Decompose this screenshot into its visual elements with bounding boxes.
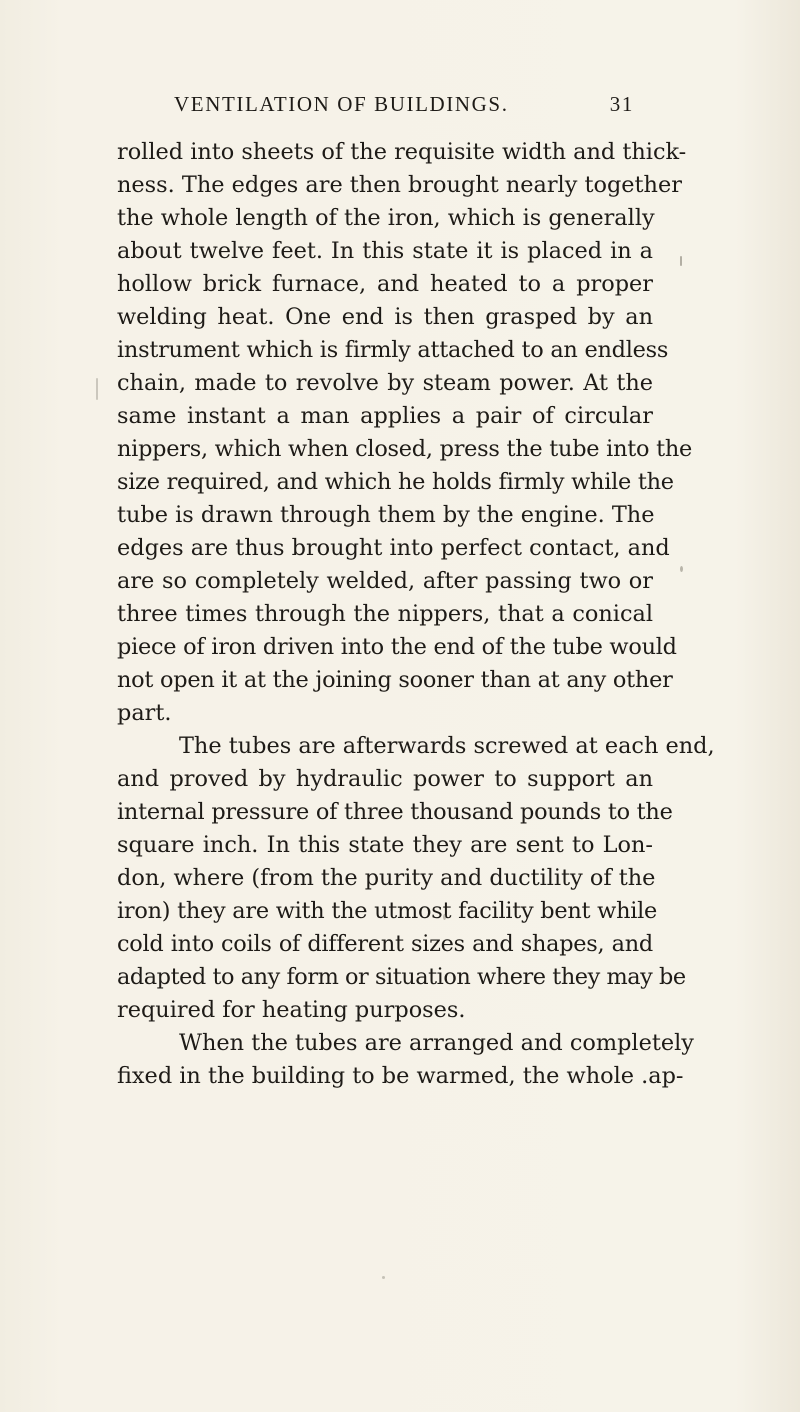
text-line: welding heat. One end is then grasped by an (117, 304, 653, 330)
paper-blemish (382, 1276, 385, 1279)
text-line: three times through the nippers, that a conical (117, 601, 653, 627)
text-line: nippers, which when closed, press the tube into the (117, 436, 693, 462)
text-line: fixed in the building to be warmed, the whole .ap- (117, 1063, 684, 1089)
text-line: same instant a man applies a pair of circular (117, 403, 653, 429)
text-line: square inch. In this state they are sent to Lon- (117, 832, 653, 858)
text-line: and proved by hydraulic power to support an (117, 766, 653, 792)
text-line: are so completely welded, after passing two or (117, 568, 653, 594)
text-line: internal pressure of three thousand pounds to the (117, 799, 673, 825)
text-line: instrument which is firmly attached to an endless (117, 337, 669, 363)
paragraph-start-line: When the tubes are arranged and completely (179, 1030, 694, 1056)
paper-blemish (443, 914, 446, 920)
text-line: ness. The edges are then brought nearly together (117, 172, 682, 198)
text-line: tube is drawn through them by the engine. The (117, 502, 655, 528)
paper-blemish (96, 378, 98, 400)
text-line: hollow brick furnace, and heated to a proper (117, 271, 653, 297)
text-line: cold into coils of different sizes and shapes, and (117, 931, 653, 957)
text-line: don, where (from the purity and ductility of the (117, 865, 656, 891)
text-line: required for heating purposes. (117, 997, 466, 1023)
text-line: size required, and which he holds firmly while the (117, 469, 674, 495)
text-line: not open it at the joining sooner than at any other (117, 667, 673, 693)
paragraph-start-line: The tubes are afterwards screwed at each end, (179, 733, 715, 759)
text-line: rolled into sheets of the requisite width and thick- (117, 139, 687, 165)
text-line: piece of iron driven into the end of the tube would (117, 634, 677, 660)
paper-blemish (680, 256, 682, 266)
text-line: about twelve feet. In this state it is placed in a (117, 238, 653, 264)
text-line: adapted to any form or situation where they may be (117, 964, 686, 990)
text-line: iron) they are with the utmost facility bent while (117, 898, 658, 924)
page-header (174, 92, 634, 122)
page-number: 31 (609, 92, 634, 116)
text-line: edges are thus brought into perfect contact, and (117, 535, 670, 561)
text-line: chain, made to revolve by steam power. At the (117, 370, 653, 396)
paper-blemish (680, 566, 683, 572)
text-line: the whole length of the iron, which is generally (117, 205, 655, 231)
text-line: part. (117, 700, 172, 726)
body-text (117, 136, 715, 1093)
running-title: VENTILATION OF BUILDINGS. (174, 92, 509, 116)
